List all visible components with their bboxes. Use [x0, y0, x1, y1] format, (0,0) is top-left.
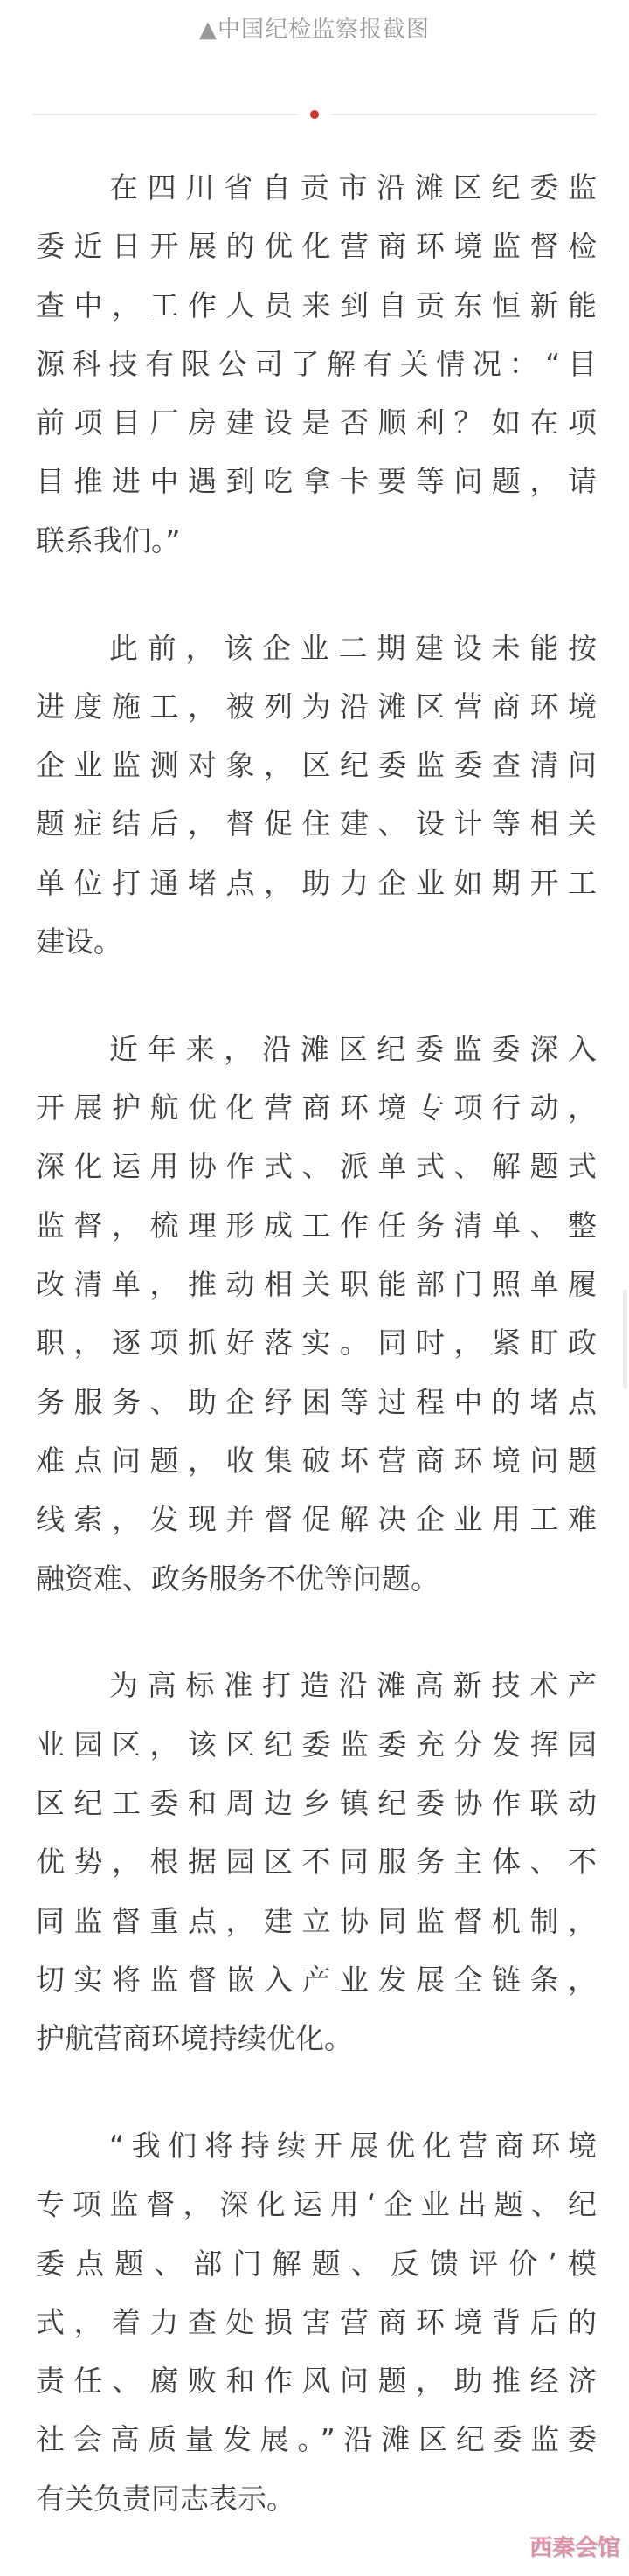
paragraph-line: 前项目厂房建设是否顺利？如在项 [36, 405, 597, 440]
article-paragraph [36, 1656, 597, 2067]
article-body [36, 158, 597, 2576]
paragraph-line: 开展护航优化营商环境专项行动， [36, 1091, 597, 1125]
article-paragraph [36, 619, 597, 972]
paragraph-line: 深化运用协作式、派单式、解题式 [36, 1149, 597, 1184]
paragraph-line: 优势，根据园区不同服务主体、不 [36, 1845, 597, 1880]
paragraph-line: 源科技有限公司了解有关情况：“目 [36, 346, 597, 381]
watermark-logo: 西秦会馆 [529, 2535, 620, 2561]
scrollbar-thumb[interactable] [623, 1289, 627, 1389]
paragraph-line: 社会高质量发展。”沿滩区纪委监委 [36, 2422, 597, 2457]
paragraph-line: 委近日开展的优化营商环境监督检 [36, 229, 597, 264]
paragraph-line: 改清单，推动相关职能部门照单履 [36, 1267, 597, 1302]
paragraph-line: 建设。 [36, 924, 122, 959]
article-paragraph [36, 1020, 597, 1608]
paragraph-line: 务服务、助企纾困等过程中的堵点 [36, 1384, 597, 1419]
paragraph-line: 为高标准打造沿滩高新技术产 [109, 1668, 597, 1703]
paragraph-line: 委点题、部门解题、反馈评价’模 [36, 2246, 597, 2281]
paragraph-line: 有关负责同志表示。 [36, 2481, 295, 2516]
paragraph-line: 线索，发现并督促解决企业用工难 [36, 1502, 597, 1537]
paragraph-line: 护航营商环境持续优化。 [36, 2021, 353, 2056]
paragraph-line: 此前，该企业二期建设未能按 [109, 630, 597, 665]
paragraph-line: 难点问题，收集破坏营商环境问题 [36, 1443, 597, 1478]
image-caption: ▲中国纪检监察报截图 [199, 17, 430, 43]
paragraph-line: 业园区，该区纪委监委充分发挥园 [36, 1727, 597, 1762]
section-divider [32, 106, 597, 123]
paragraph-line: 进度施工，被列为沿滩区营商环境 [36, 689, 597, 724]
paragraph-line: 监督，梳理形成工作任务清单、整 [36, 1208, 597, 1243]
article-paragraph [36, 158, 597, 570]
paragraph-line: “我们将持续开展优化营商环境 [109, 2128, 597, 2163]
paragraph-line: 企业监测对象，区纪委监委查清问 [36, 748, 597, 783]
paragraph-line: 题症结后，督促住建、设计等相关 [36, 807, 597, 841]
paragraph-line: 在四川省自贡市沿滩区纪委监 [109, 170, 597, 204]
paragraph-line: 责任、腐败和作风问题，助推经济 [36, 2364, 597, 2399]
paragraph-line: 单位打通堵点，助力企业如期开工 [36, 865, 597, 900]
paragraph-line: 同监督重点，建立协同监督机制， [36, 1903, 597, 1938]
paragraph-line: 职，逐项抓好落实。同时，紧盯政 [36, 1326, 597, 1361]
paragraph-line: 式，着力查处损害营商环境背后的 [36, 2304, 597, 2339]
article-paragraph [36, 2116, 597, 2528]
divider-dot-icon [310, 110, 319, 119]
paragraph-line: 目推进中遇到吃拿卡要等问题，请 [36, 464, 597, 499]
paragraph-line: 专项监督，深化运用‘企业出题、纪 [36, 2187, 597, 2222]
paragraph-line: 查中，工作人员来到自贡东恒新能 [36, 287, 597, 322]
paragraph-line: 区纪工委和周边乡镇纪委协作联动 [36, 1785, 597, 1820]
paragraph-line: 近年来，沿滩区纪委监委深入 [109, 1031, 597, 1066]
paragraph-line: 联系我们。” [36, 523, 181, 557]
paragraph-line: 切实将监督嵌入产业发展全链条， [36, 1962, 597, 1997]
paragraph-line: 融资难、政务服务不优等问题。 [36, 1561, 439, 1596]
